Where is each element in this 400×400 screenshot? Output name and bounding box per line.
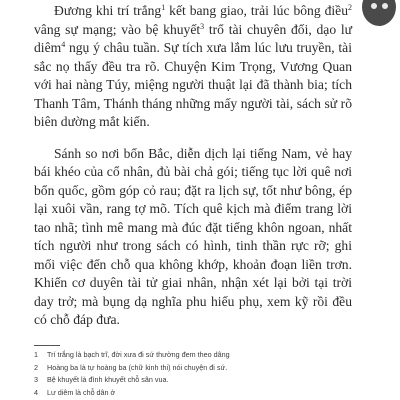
footnotes [34, 349, 352, 399]
footnote-ref-4: 4 [61, 40, 66, 49]
footnote-text: Trí trắng là bạch trĩ, đời xưa đi sứ thường đem theo dâng [47, 350, 230, 359]
paragraph-1-part-3: vâng sự mạng; vào bệ khuyết [34, 21, 201, 37]
footnote-text: Lư diêm là chỗ dân ở [47, 387, 116, 397]
footnote-number: 1 [34, 350, 38, 359]
main-text [34, 2, 352, 330]
footnote-divider [34, 345, 60, 346]
footnote-text: Hoàng ba là tự hoàng ba (chữ kinh thi) nói chuyện đi sứ. [47, 362, 228, 372]
footnote-ref-3: 3 [200, 21, 205, 31]
footnote-ref-2: 2 [348, 3, 352, 12]
mascot-right-eye [382, 3, 388, 9]
paragraph-1-part-1: Đương khi trí trắng [54, 3, 162, 18]
footnote-text: Bệ khuyết là đình khuyết chỗ sân vua. [47, 375, 169, 384]
footnote-4 [34, 387, 352, 400]
footnote-ref-1: 1 [161, 3, 166, 12]
paragraph-2: Sánh so nơi bổn Bắc, diễn dịch lại tiếng Nam, vẻ hay bái khéo của cổ nhân, đủ bài chả gói; tiếng tục lời quê nơi bổn quốc, gồm góp cỏ rau; đặt ra lịch sự, tốt như bông, ép lại xuôi vần, rang tợ mõ. Tích quê kịch mà điểm trang lời tao nhã; tình mê mang mà đúc đặt tiếng khôn ngoan, nhất tích người như trong sách có hình, tinh thần rực rỡ; ghi mối việc đến chỗ qua không khớp, khoản đoạn liền trơn. Khiến cơ duyên tài tử giai nhân, nhận xét lại bởi tại trời day trở; mà bụng dạ nghĩa phu hiếu phụ, xem kỹ rồi đều có chỗ đáp đưa. [34, 145, 352, 327]
paragraph-1-part-5: ngụ ý châu tuần. Sự tích xưa lắm lúc lưu truyền, tài sắc nọ thấy đều tra rõ. Chuyện Kim Trọng, Vương Quan với hai nàng Túy, miệng người thuật lại đã thành bia; tích Thanh Tâm, Thánh tháng những mấy người tài, sách sử rõ biên dường mắt kiến. [34, 40, 352, 129]
mascot-left-eye [371, 3, 377, 9]
mascot-face-icon [362, 0, 396, 26]
paragraph-1-part-4: trổ tài chuyên đối, dạo lư diêm [34, 21, 352, 55]
footnote-1 [34, 349, 352, 362]
footnote-number: 4 [34, 387, 38, 397]
footnote-number: 2 [34, 362, 38, 372]
footnote-2 [34, 362, 352, 375]
paragraph-1 [34, 2, 352, 132]
footnote-3 [34, 374, 352, 387]
paragraph-1-part-2: kết bang giao, trải lúc bông điều [165, 3, 348, 18]
footnote-number: 3 [34, 375, 38, 384]
